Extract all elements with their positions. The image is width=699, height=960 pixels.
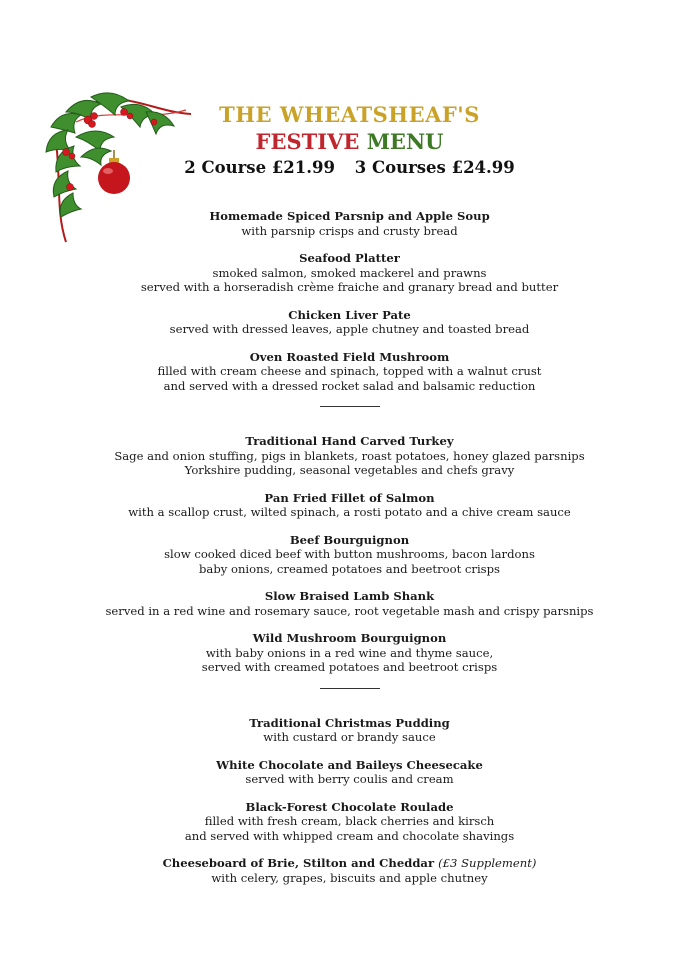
item-desc: slow cooked diced beef with button mushrooms, bacon lardons [164,547,535,561]
item-name: Traditional Hand Carved Turkey [245,434,454,448]
item-name: Chicken Liver Pate [288,307,411,322]
item-name: Oven Roasted Field Mushroom [249,349,450,364]
menu-item [0,209,699,238]
item-name-text: Cheeseboard of Brie, Stilton and Cheddar [162,856,435,870]
item-name: Pan Fried Fillet of Salmon [264,490,435,505]
title-line-2 [0,128,699,155]
item-desc: smoked salmon, smoked mackerel and prawns [212,265,487,280]
title-word-festive: FESTIVE [255,129,360,154]
item-name: Black-Forest Chocolate Roulade [245,799,454,814]
item-desc: with parsnip crisps and crusty bread [241,223,458,238]
item-desc: and served with a dressed rocket salad and balsamic reduction [163,378,536,393]
menu-item [0,434,699,478]
title-word-menu: MENU [366,129,444,154]
price-3-course: 3 Courses £24.99 [354,158,515,177]
menu-item [0,533,699,577]
item-name [0,856,699,871]
item-name: Seafood Platter [299,251,400,265]
item-desc: served with dressed leaves, apple chutney and toasted bread [169,322,530,336]
menu-item [0,631,699,675]
item-name: Traditional Christmas Pudding [249,715,450,730]
item-name: Beef Bourguignon [289,532,410,547]
item-desc: served with berry coulis and cream [245,772,454,786]
menu-header [0,102,699,179]
price-line [0,157,699,179]
item-desc: filled with cream cheese and spinach, topped with a walnut crust [157,364,542,378]
item-desc: with custard or brandy sauce [263,730,436,744]
price-2-course: 2 Course £21.99 [184,158,335,177]
item-desc: with celery, grapes, biscuits and apple chutney [211,870,488,885]
item-desc: filled with fresh cream, black cherries and kirsch [204,814,495,828]
item-desc: served with creamed potatoes and beetroot crisps [201,660,498,674]
item-desc: Sage and onion stuffing, pigs in blankets, roast potatoes, honey glazed parsnips [114,448,585,463]
menu-item [0,800,699,844]
item-name: Homemade Spiced Parsnip and Apple Soup [209,209,490,223]
item-name: White Chocolate and Baileys Cheesecake [216,757,483,772]
supplement-note: (£3 Supplement) [438,856,537,870]
menu-item [0,716,699,745]
item-desc: Yorkshire pudding, seasonal vegetables and chefs gravy [184,463,515,477]
item-desc: with baby onions in a red wine and thyme sauce, [205,645,494,660]
item-desc: with a scallop crust, wilted spinach, a rosti potato and a chive cream sauce [128,505,571,519]
menu-item [0,308,699,337]
menu-item [0,589,699,618]
menu-item [0,350,699,394]
section-divider [320,688,380,689]
section-divider [320,406,380,407]
item-name: Slow Braised Lamb Shank [264,589,435,603]
menu-item [0,251,699,295]
item-desc: and served with whipped cream and chocolate shavings [184,828,515,843]
menu-item [0,856,699,885]
menu-item [0,491,699,520]
item-desc: baby onions, creamed potatoes and beetroot crisps [199,561,500,576]
item-desc: served with a horseradish crème fraiche and granary bread and butter [140,280,559,294]
menu-item [0,758,699,787]
menu-body [0,209,699,898]
item-desc: served in a red wine and rosemary sauce, root vegetable mash and crispy parsnips [105,603,594,618]
title-line-1: THE WHEATSHEAF'S [219,102,480,127]
item-name: Wild Mushroom Bourguignon [252,631,447,645]
